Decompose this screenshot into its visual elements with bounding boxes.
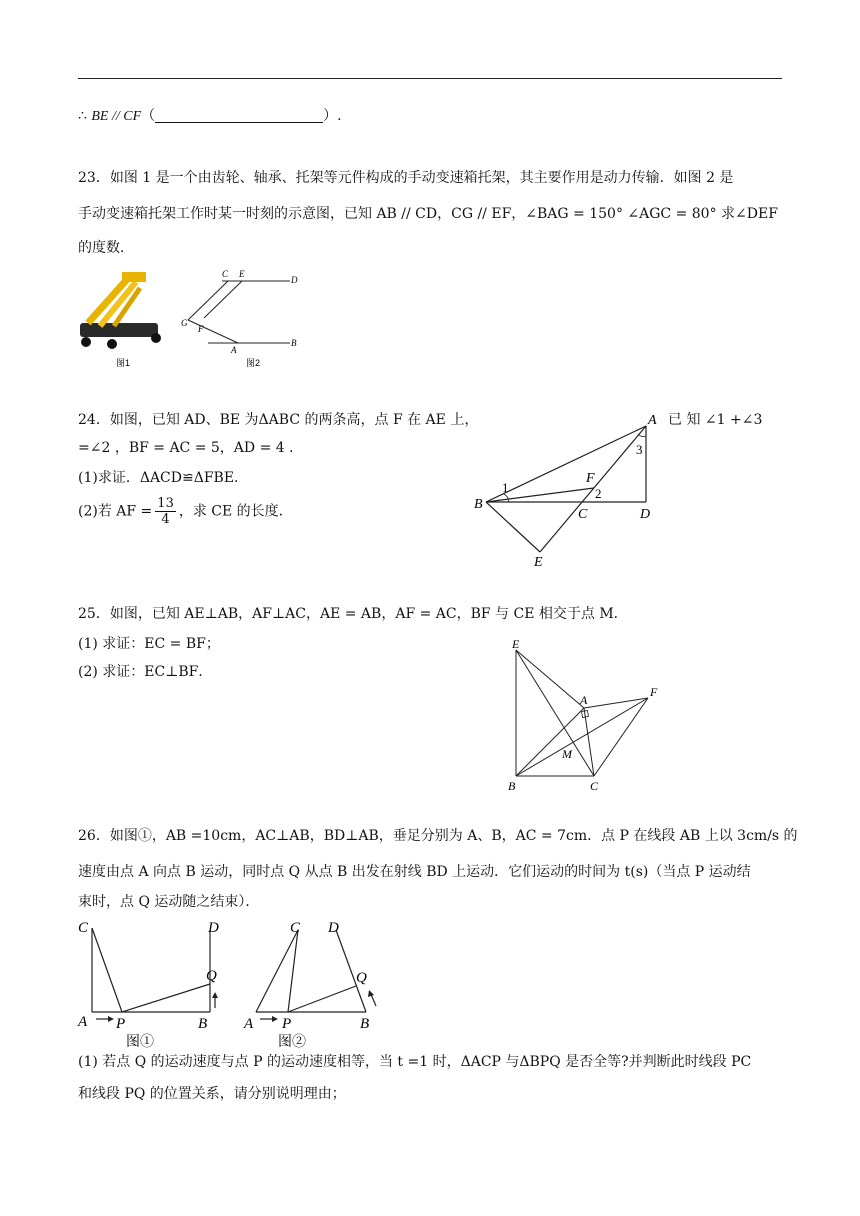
q24-label-b: B	[474, 497, 483, 512]
q24-text-line2: =∠2 ，BF = AC = 5，AD = 4 ．	[78, 440, 304, 456]
answer-blank[interactable]	[155, 108, 323, 123]
q24-figure	[470, 406, 670, 568]
header-rule	[78, 78, 782, 79]
q24-label-a: A	[648, 413, 657, 428]
q23-label-g: G	[181, 318, 188, 328]
q23-label-f: F	[198, 324, 204, 334]
q24-part2: (2)若 AF = $\frac{13}{4}$ ，求 CE 的长度．	[78, 496, 293, 527]
q24-fraction: $\frac{13}{4}$	[157, 496, 174, 527]
q26-f2-label-p: P	[282, 1016, 292, 1032]
q24-text-line1: 24．如图，已知 AD、BE 为ΔABC 的两条高，点 F 在 AE 上，	[78, 412, 479, 428]
q25-label-b: B	[508, 779, 516, 793]
q23-label-a: A	[231, 345, 237, 355]
q26-f1-label-a: A	[78, 1014, 88, 1030]
q24-text-line1-right: 已 知 ∠1 +∠3	[668, 412, 763, 428]
q25-part2: (2) 求证：EC⊥BF．	[78, 664, 213, 680]
q25-label-a: A	[580, 693, 588, 707]
q23-text-line2: 手动变速箱托架工作时某一时刻的示意图，已知 AB // CD，CG // EF，∠BAG = 150° ∠AGC = 80° 求∠DEF	[78, 206, 778, 222]
q26-text-line1: 26．如图①，AB =10cm，AC⊥AB，BD⊥AB，垂足分别为 A、B，AC = 7cm．点 P 在线段 AB 上以 3cm/s 的	[78, 828, 798, 844]
q26-f1-label-b: B	[198, 1016, 208, 1032]
q26-f2-label-c: C	[290, 920, 301, 936]
q26-figure2	[240, 912, 390, 1048]
q23-label-e: E	[239, 269, 245, 279]
q25-label-f: F	[650, 685, 658, 699]
q24-label-angle2: 2	[595, 486, 602, 501]
q26-part1-line1: (1) 若点 Q 的运动速度与点 P 的运动速度相等，当 t =1 时，ΔACP 与ΔBPQ 是否全等?并判断此时线段 PC	[78, 1054, 752, 1070]
q26-text-line3: 束时，点 Q 运动随之结束）．	[78, 894, 260, 910]
q26-f1-label-c: C	[78, 920, 89, 936]
q25-figure	[500, 636, 670, 798]
q24-label-f: F	[586, 471, 595, 486]
q23-fig2-caption: 图2	[246, 358, 261, 368]
q26-fig1-caption: 图①	[126, 1035, 154, 1048]
q26-f1-label-p: P	[116, 1016, 126, 1032]
q26-f2-label-d: D	[328, 920, 339, 936]
q25-label-e: E	[512, 637, 520, 651]
q26-part1-line2: 和线段 PQ 的位置关系，请分别说明理由；	[78, 1086, 346, 1102]
q24-part1: (1)求证．ΔACD≌ΔFBE．	[78, 470, 249, 486]
q24-label-c: C	[578, 507, 588, 522]
q25-label-m: M	[562, 747, 572, 761]
q25-part1: (1) 求证：EC = BF；	[78, 636, 220, 652]
q24-label-e: E	[534, 555, 543, 568]
q26-f1-label-d: D	[208, 920, 219, 936]
q22-statement: BE // CF	[91, 109, 142, 124]
q23-label-c: C	[222, 269, 229, 279]
q26-figure1	[74, 912, 234, 1048]
q26-f2-label-q: Q	[356, 970, 367, 986]
q25-label-c: C	[590, 779, 599, 793]
q24-label-angle1: 1	[502, 480, 509, 495]
q26-text-line2: 速度由点 A 向点 B 运动，同时点 Q 从点 B 出发在射线 BD 上运动．它们运动的时间为 t(s)（当点 P 运动结	[78, 864, 751, 880]
q25-text-line1: 25．如图，已知 AE⊥AB，AF⊥AC，AE = AB，AF = AC，BF 与 CE 相交于点 M．	[78, 606, 628, 622]
q23-figure1-gearbox-photo	[78, 268, 168, 372]
q23-label-b: B	[291, 338, 297, 348]
q22-conclusion: ∴ BE // CF（ ）.	[78, 108, 342, 124]
q26-f2-label-a: A	[244, 1016, 254, 1032]
q24-label-d: D	[640, 507, 651, 522]
q26-f2-label-b: B	[360, 1016, 370, 1032]
q23-fig1-caption: 图1	[116, 358, 131, 368]
q23-figure2-diagram	[178, 266, 318, 372]
q23-text-line3: 的度数．	[78, 240, 134, 256]
q26-fig2-caption: 图②	[278, 1035, 306, 1048]
q26-f1-label-q: Q	[206, 968, 217, 984]
q24-label-angle3: 3	[636, 442, 643, 457]
q23-label-d: D	[291, 275, 298, 285]
q23-text-line1: 23．如图 1 是一个由齿轮、轴承、托架等元件构成的手动变速箱托架，其主要作用是动力传输．如图 2 是	[78, 170, 734, 186]
